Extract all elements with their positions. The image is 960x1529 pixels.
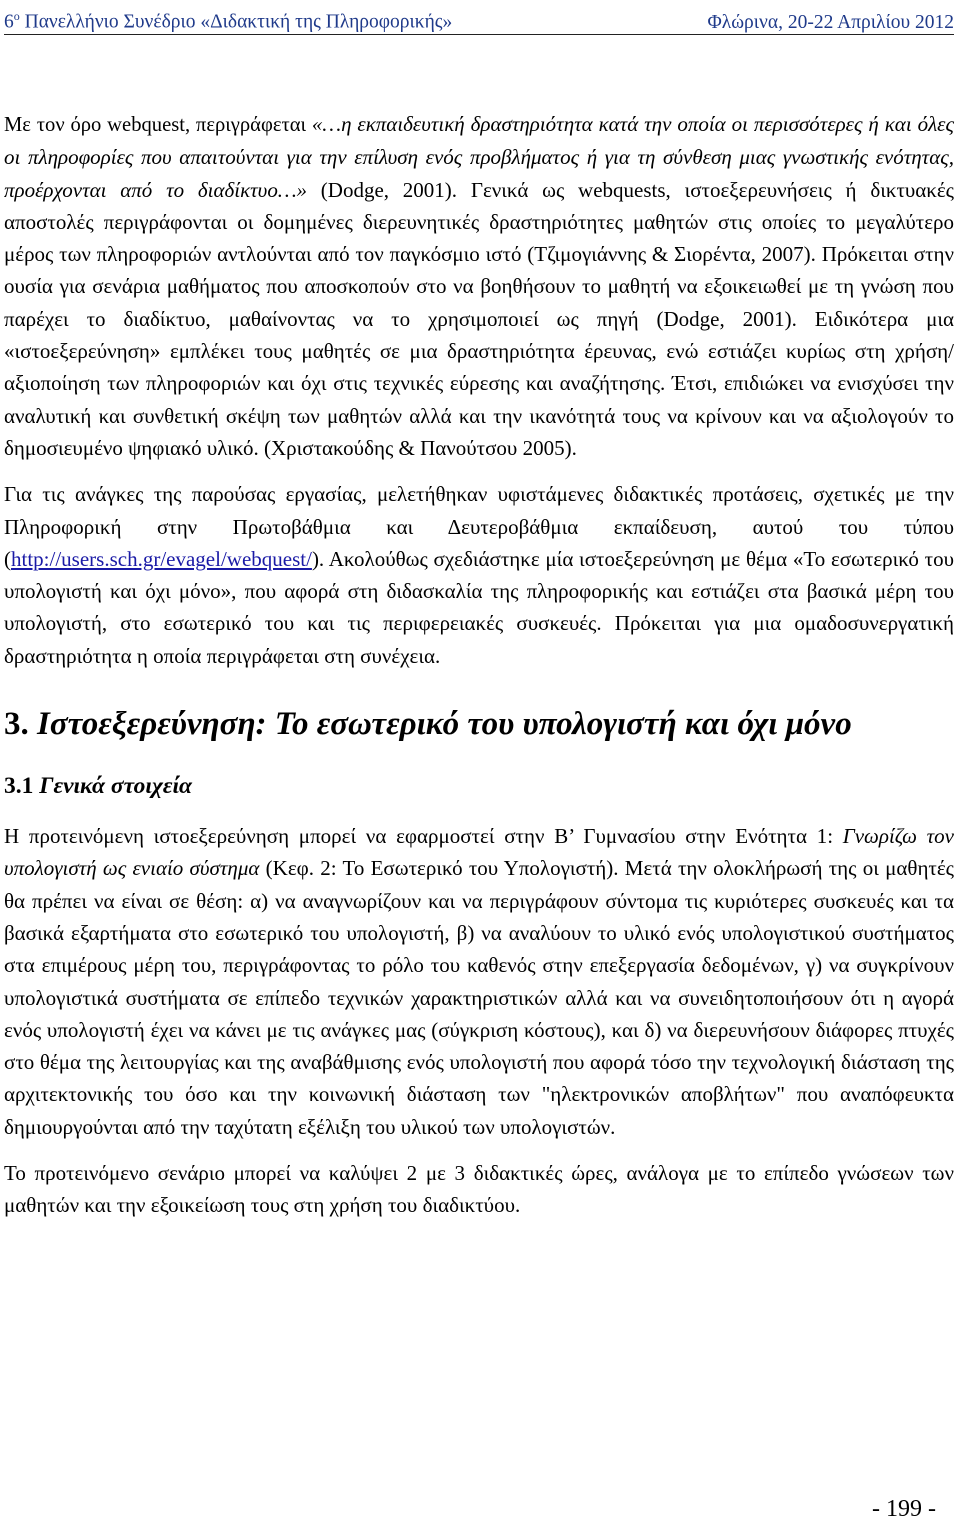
running-header: [4, 4, 954, 35]
page-body: [4, 108, 954, 1222]
page-number: - 199 -: [872, 1496, 936, 1522]
header-divider: [4, 34, 954, 35]
paragraph-general-info: Η προτεινόμενη ιστοεξερεύνηση μπορεί να εφαρμοστεί στην Β’ Γυμνασίου στην Ενότητα 1: Γνωρίζω τον υπολογιστή ως ενιαίο σύστημα (Κεφ. 2: Το Εσωτερικό του Υπολογιστή). Μετά την ολοκλήρωσή της οι μαθητές θα πρέπει να είναι σε θέση: α) να αναγνωρίζουν και να περιγράφουν σύντομα τις κυριότερες συσκευές και τα βασικά εξαρτήματα στο εσωτερικό του υπολογιστή, β) να αναλύουν το υλικό ενός υπολογιστικού συστήματος στα επιμέρους μέρη του, περιγράφοντας το ρόλο του καθενός στην επεξεργασία δεδομένων, γ) να συγκρίνουν υπολογιστικά συστήματα σε επίπεδο τεχνικών χαρακτηριστικών αλλά και να συνειδητοποιήσουν ότι η αγορά ενός υπολογιστή έχει να κάνει με τις ανάγκες μας (σύγκριση κόστους), και δ) να διερευνήσουν διάφορες πτυχές στο θέμα της λειτουργίας και της αναβάθμισης ενός υπολογιστή που αφορά τόσο την τεχνολογική διάσταση της αρχιτεκτονικής του όσο και την κοινωνική διάσταση των "ηλεκτρονικών αποβλήτων" που αναπόφευκτα δημιουργούνται από την ταχύτατη εξέλιξη του υλικού των υπολογιστών.: [4, 824, 954, 1139]
conference-title: $6^o$ Πανελλήνιο Συνέδριο «Διδακτική της Πληροφορικής»: [4, 9, 453, 33]
quoted-definition: «…η εκπαιδευτική δραστηριότητα κατά την οποία οι περισσότερες ή και όλες οι πληροφορίες που απαιτούνται για την επίλυση ενός προβλήματος ή για τη σύνθεση μιας γνωστικής ενότητας, προέρχονται από το διαδίκτυο…»: [4, 112, 954, 202]
paragraph-webquest-definition: Με τον όρο webquest, περιγράφεται «…η εκπαιδευτική δραστηριότητα κατά την οποία οι περισσότερες ή και όλες οι πληροφορίες που απαιτούνται για την επίλυση ενός προβλήματος ή για τη σύνθεση μιας γνωστικής ενότητας, προέρχονται από το διαδίκτυο…» (Dodge, 2001). Γενικά ως webquests, ιστοεξερευνήσεις ή δικτυακές αποστολές περιγράφονται οι δομημένες διερευνητικές δραστηριότητες μαθητών στις οποίες το μεγαλύτερο μέρος των πληροφοριών αντλούνται από τον παγκόσμιο ιστό (Τζιμογιάννης & Σιορέντα, 2007). Πρόκειται στην ουσία για σενάρια μαθήματος που αποσκοπούν στο να βοηθήσουν το μαθητή να εξοικειωθεί με τη γνώση που παρέχει το διαδίκτυο, μαθαίνοντας να το χρησιμοποιεί ως πηγή (Dodge, 2001). Ειδικότερα μια «ιστοεξερεύνηση» εμπλέκει τους μαθητές σε μια δραστηριότητα έρευνας, ενώ εστιάζει κυρίως στη χρήση/αξιοποίηση των πληροφοριών και όχι στις τεχνικές εύρεσης και αναζήτησης. Έτσι, επιδιώκει να ενισχύσει την αναλυτική και συνθετική σκέψη των μαθητών αλλά και την ικανότητά τους να κρίνουν και να αξιολογούν το δημοσιευμένο ψηφιακό υλικό. (Χριστακούδης & Πανούτσου 2005).: [4, 112, 954, 460]
subsection-heading: 3.1 Γενικά στοιχεία: [4, 773, 193, 800]
section-heading: 3. Ιστοεξερεύνηση: Το εσωτερικό του υπολογιστή και όχι μόνο: [4, 706, 852, 743]
paragraph-proposals: Για τις ανάγκες της παρούσας εργασίας, μελετήθηκαν υφιστάμενες διδακτικές προτάσεις, σχετικές με την Πληροφορική στην Πρωτοβάθμια και Δευτεροβάθμια εκπαίδευση, αυτού του τύπου (http://users.sch.gr/evagel/webquest/). Ακολούθως σχεδιάστηκε μία ιστοεξερεύνηση με θέμα «Το εσωτερικό του υπολογιστή και όχι μόνο», που αφορά στη διδασκαλία της πληροφορικής και εστιάζει στα βασικά μέρη του υπολογιστή, στο εσωτερικό του και τις περιφερειακές συσκευές. Πρόκειται για μια ομαδοσυνεργατική δραστηριότητα η οποία περιγράφεται στη συνέχεια.: [4, 482, 954, 668]
conference-location-date: Φλώρινα, 20-22 Απριλίου 2012: [707, 11, 954, 33]
webquest-link[interactable]: http://users.sch.gr/evagel/webquest/: [11, 546, 312, 571]
paragraph-duration: Το προτεινόμενο σενάριο μπορεί να καλύψει 2 με 3 διδακτικές ώρες, ανάλογα με το επίπεδο γνώσεων των μαθητών και την εξοικείωση τους στη χρήση του διαδικτύου.: [4, 1161, 954, 1218]
unit-title: Γνωρίζω τον υπολογιστή ως ενιαίο σύστημα: [4, 824, 954, 881]
